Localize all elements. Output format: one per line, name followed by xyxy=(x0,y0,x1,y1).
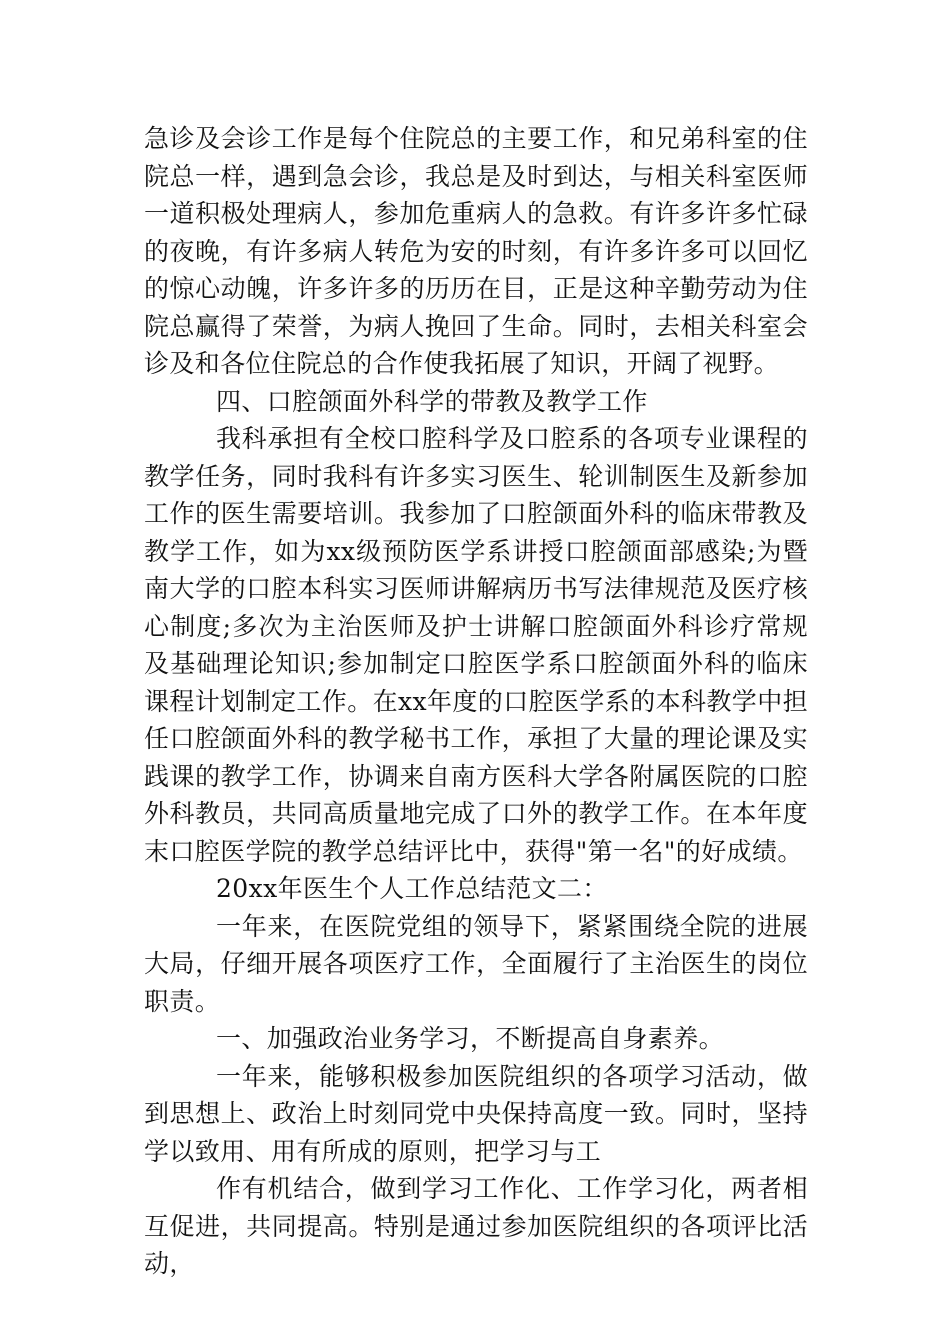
paragraph-teaching-work: 我科承担有全校口腔科学及口腔系的各项专业课程的教学任务，同时我科有许多实习医生、轮训制医生及新参加工作的医生需要培训。我参加了口腔颌面外科的临床带教及教学工作，如为xx级预防医学系讲授口腔颌面部感染;为暨南大学的口腔本科实习医师讲解病历书写法律规范及医疗核心制度;多次为主治医师及护士讲解口腔颌面外科诊疗常规及基础理论知识;参加制定口腔医学系口腔颌面外科的临床课程计划制定工作。在xx年度的口腔医学系的本科教学中担任口腔颌面外科的教学秘书工作，承担了大量的理论课及实践课的教学工作，协调来自南方医科大学各附属医院的口腔外科教员，共同高质量地完成了口外的教学工作。在本年度末口腔医学院的教学总结评比中，获得"第一名"的好成绩。 xyxy=(144,424,809,866)
paragraph-year-overview: 一年来，在医院党组的领导下，紧紧围绕全院的进展大局，仔细开展各项医疗工作，全面履行了主治医生的岗位职责。 xyxy=(144,911,808,1016)
document-body xyxy=(144,120,808,1283)
paragraph-study-work-combination: 作有机结合，做到学习工作化、工作学习化，两者相互促进，共同提高。特别是通过参加医院组织的各项评比活动， xyxy=(144,1174,808,1278)
section-heading-teaching: 四、口腔颌面外科学的带教及教学工作 xyxy=(216,386,648,416)
section-heading-political-study: 一、加强政治业务学习，不断提高自身素养。 xyxy=(216,1024,725,1053)
paragraph-study-activities: 一年来，能够积极参加医院组织的各项学习活动，做到思想上、政治上时刻同党中央保持高度一致。同时，坚持学以致用、用有所成的原则，把学习与工 xyxy=(144,1061,808,1166)
paragraph-emergency-consultation: 急诊及会诊工作是每个住院总的主要工作，和兄弟科室的住院总一样，遇到急会诊，我总是及时到达，与相关科室医师一道积极处理病人，参加危重病人的急救。有许多许多忙碌的夜晚，有许多病人转危为安的时刻，有许多许多可以回忆的惊心动魄，许多许多的历历在目，正是这种辛勤劳动为住院总赢得了荣誉，为病人挽回了生命。同时，去相关科室会诊及和各位住院总的合作使我拓展了知识，开阔了视野。 xyxy=(144,124,808,378)
heading-sample-two: 20xx年医生个人工作总结范文二： xyxy=(216,874,608,903)
